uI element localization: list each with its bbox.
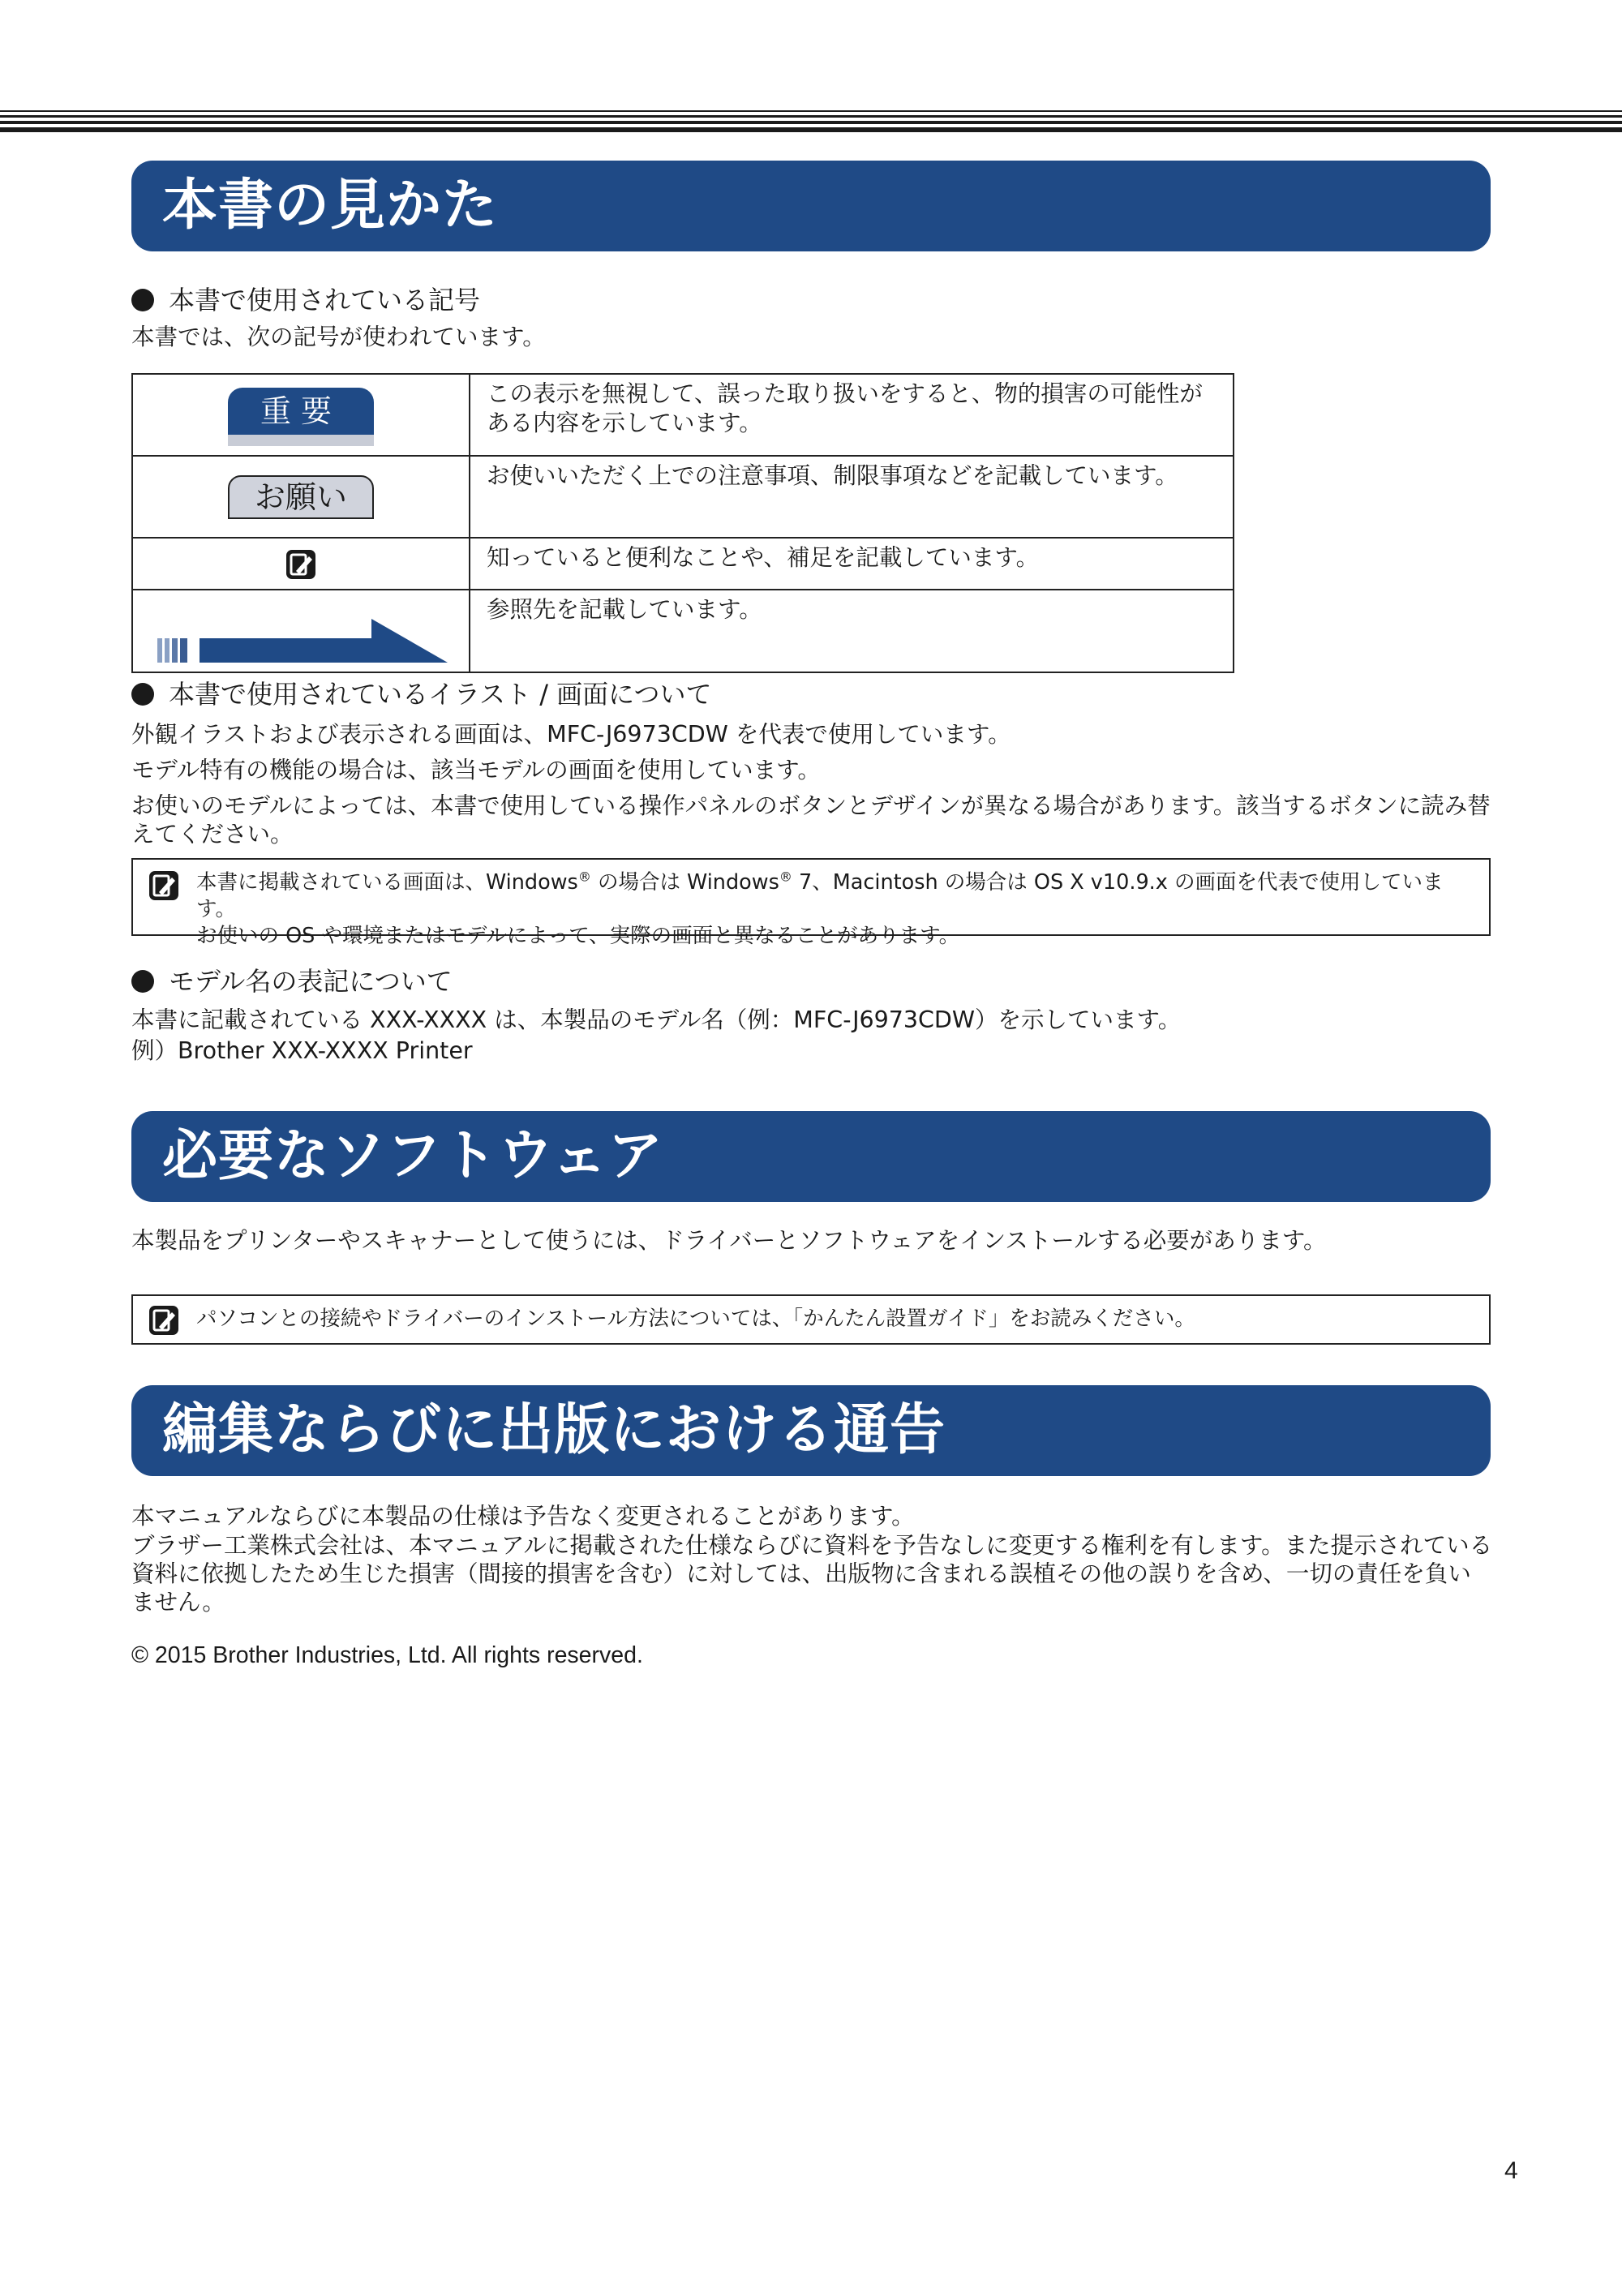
section-title-software: 必要なソフトウェア	[131, 1111, 1491, 1202]
table-row	[132, 590, 1234, 672]
model-names-heading-text: モデル名の表記について	[169, 966, 453, 997]
notice-line-1: 本マニュアルならびに本製品の仕様は予告なく変更されることがあります。	[131, 1503, 915, 1530]
memo-icon	[149, 871, 178, 900]
illustrations-heading-text: 本書で使用されているイラスト / 画面について	[169, 679, 712, 710]
symbols-heading-text: 本書で使用されている記号	[169, 285, 481, 315]
header-rules	[0, 110, 1622, 135]
model-names-line-2: 例）Brother XXX-XXXX Printer	[131, 1037, 473, 1064]
arrow-reference-icon	[157, 619, 457, 667]
memo-icon	[286, 550, 315, 579]
request-badge-icon: お願い	[228, 475, 374, 519]
symbol-description: 知っていると便利なことや、補足を記載しています。	[470, 538, 1234, 590]
symbol-description: お使いいただく上での注意事項、制限事項などを記載しています。	[470, 456, 1234, 538]
symbol-cell	[132, 374, 470, 456]
page-number: 4	[1504, 2157, 1518, 2184]
table-row	[132, 374, 1234, 456]
symbol-description: この表示を無視して、誤った取り扱いをすると、物的損害の可能性がある内容を示しています。	[470, 374, 1234, 456]
illustrations-line-1: 外観イラストおよび表示される画面は、MFC-J6973CDW を代表で使用しています。	[131, 721, 1011, 748]
bullet-icon	[131, 970, 154, 993]
symbol-cell	[132, 590, 470, 672]
table-row	[132, 538, 1234, 590]
bullet-icon	[131, 683, 154, 706]
important-badge-icon: 重要	[228, 388, 374, 446]
section-title-how-to-read: 本書の見かた	[131, 161, 1491, 251]
screens-note-box	[131, 858, 1491, 948]
symbol-description: 参照先を記載しています。	[470, 590, 1234, 672]
software-note-box	[131, 1294, 1491, 1345]
screens-note-text: 本書に掲載されている画面は、Windows® の場合は Windows® 7、Macintosh の場合は OS X v10.9.x の画面を代表で使用しています。 お使いの OS や環境またはモデルによって、実際の画面と異なることがあります。	[196, 869, 1444, 948]
model-names-line-1: 本書に記載されている XXX-XXXX は、本製品のモデル名（例：MFC-J6973CDW）を示しています。	[131, 1006, 1182, 1033]
illustrations-heading	[131, 678, 712, 710]
copyright: © 2015 Brother Industries, Ltd. All rights reserved.	[131, 1642, 643, 1668]
software-text: 本製品をプリンターやスキャナーとして使うには、ドライバーとソフトウェアをインストールする必要があります。	[131, 1227, 1327, 1254]
symbols-table	[131, 373, 1234, 673]
section-title-notice: 編集ならびに出版における通告	[131, 1385, 1491, 1476]
illustrations-line-3: お使いのモデルによっては、本書で使用している操作パネルのボタンとデザインが異なる場合があります。該当するボタンに読み替えてください。	[131, 792, 1491, 848]
model-names-heading	[131, 965, 453, 998]
symbols-heading	[131, 284, 480, 316]
illustrations-line-2: モデル特有の機能の場合は、該当モデルの画面を使用しています。	[131, 757, 821, 783]
bullet-icon	[131, 289, 154, 311]
table-row	[132, 456, 1234, 538]
notice-line-2: ブラザー工業株式会社は、本マニュアルに掲載された仕様ならびに資料を予告なしに変更する権利を有します。また提示されている資料に依拠したため生じた損害（間接的損害を含む）に対しては、出版物に含まれる誤植その他の誤りを含め、一切の責任を負いません。	[131, 1532, 1493, 1616]
symbols-intro: 本書では、次の記号が使われています。	[131, 324, 546, 350]
software-note-text: パソコンとの接続やドライバーのインストール方法については、「かんたん設置ガイド」をお読みください。	[196, 1307, 1195, 1331]
memo-icon	[149, 1306, 178, 1335]
symbol-cell	[132, 456, 470, 538]
symbol-cell	[132, 538, 470, 590]
